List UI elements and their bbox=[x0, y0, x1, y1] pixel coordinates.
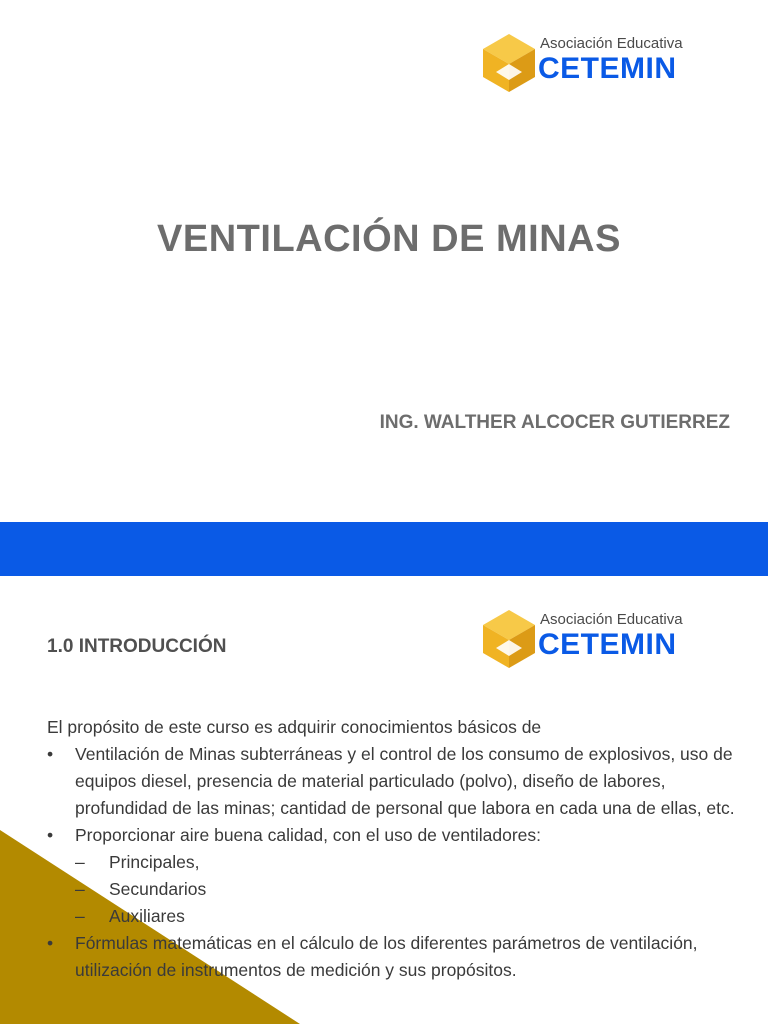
cetemin-logo bbox=[480, 608, 696, 672]
content-slide bbox=[0, 576, 768, 1024]
sub-bullet-text: Auxiliares bbox=[109, 906, 185, 926]
logo-name: CETEMIN bbox=[538, 52, 677, 85]
cube-logo-icon bbox=[480, 32, 538, 94]
intro-text: El propósito de este curso es adquirir conocimientos básicos de bbox=[47, 717, 542, 737]
sub-bullet-list bbox=[47, 849, 747, 930]
logo-subtitle: Asociación Educativa bbox=[540, 35, 683, 52]
logo-name: CETEMIN bbox=[538, 628, 677, 661]
section-heading: 1.0 INTRODUCCIÓN bbox=[47, 636, 227, 657]
list-item bbox=[47, 741, 747, 822]
list-item bbox=[47, 822, 747, 849]
sub-list-item bbox=[75, 903, 747, 930]
presentation-title: VENTILACIÓN DE MINAS bbox=[157, 218, 621, 260]
sub-list-item bbox=[75, 849, 747, 876]
dash-icon: – bbox=[75, 906, 85, 926]
bullet-text: Proporcionar aire buena calidad, con el uso de ventiladores: bbox=[75, 825, 541, 845]
sub-bullet-text: Secundarios bbox=[109, 879, 207, 899]
slide-body bbox=[47, 714, 747, 984]
sub-bullet-text: Principales, bbox=[109, 852, 200, 872]
list-item bbox=[47, 930, 747, 984]
dash-icon: – bbox=[75, 879, 85, 899]
slide-separator-band bbox=[0, 522, 768, 576]
sub-list-item bbox=[75, 876, 747, 903]
author-name: ING. WALTHER ALCOCER GUTIERREZ bbox=[379, 412, 730, 433]
logo-subtitle: Asociación Educativa bbox=[540, 611, 683, 628]
bullet-list bbox=[47, 741, 747, 984]
bullet-text: Ventilación de Minas subterráneas y el control de los consumo de explosivos, uso de equipos diesel, presencia de material particulado (polvo), diseño de labores, profundidad de las minas; cantidad de personal que labora en cada una de ellas, etc. bbox=[75, 744, 735, 818]
bullet-text: Fórmulas matemáticas en el cálculo de los diferentes parámetros de ventilación, utilización de instrumentos de medición y sus propósitos. bbox=[75, 933, 698, 980]
dash-icon: – bbox=[75, 852, 85, 872]
bullet-icon: • bbox=[47, 933, 54, 953]
cetemin-logo bbox=[480, 32, 696, 96]
bullet-icon: • bbox=[47, 744, 54, 764]
bullet-icon: • bbox=[47, 825, 54, 845]
cube-logo-icon bbox=[480, 608, 538, 670]
